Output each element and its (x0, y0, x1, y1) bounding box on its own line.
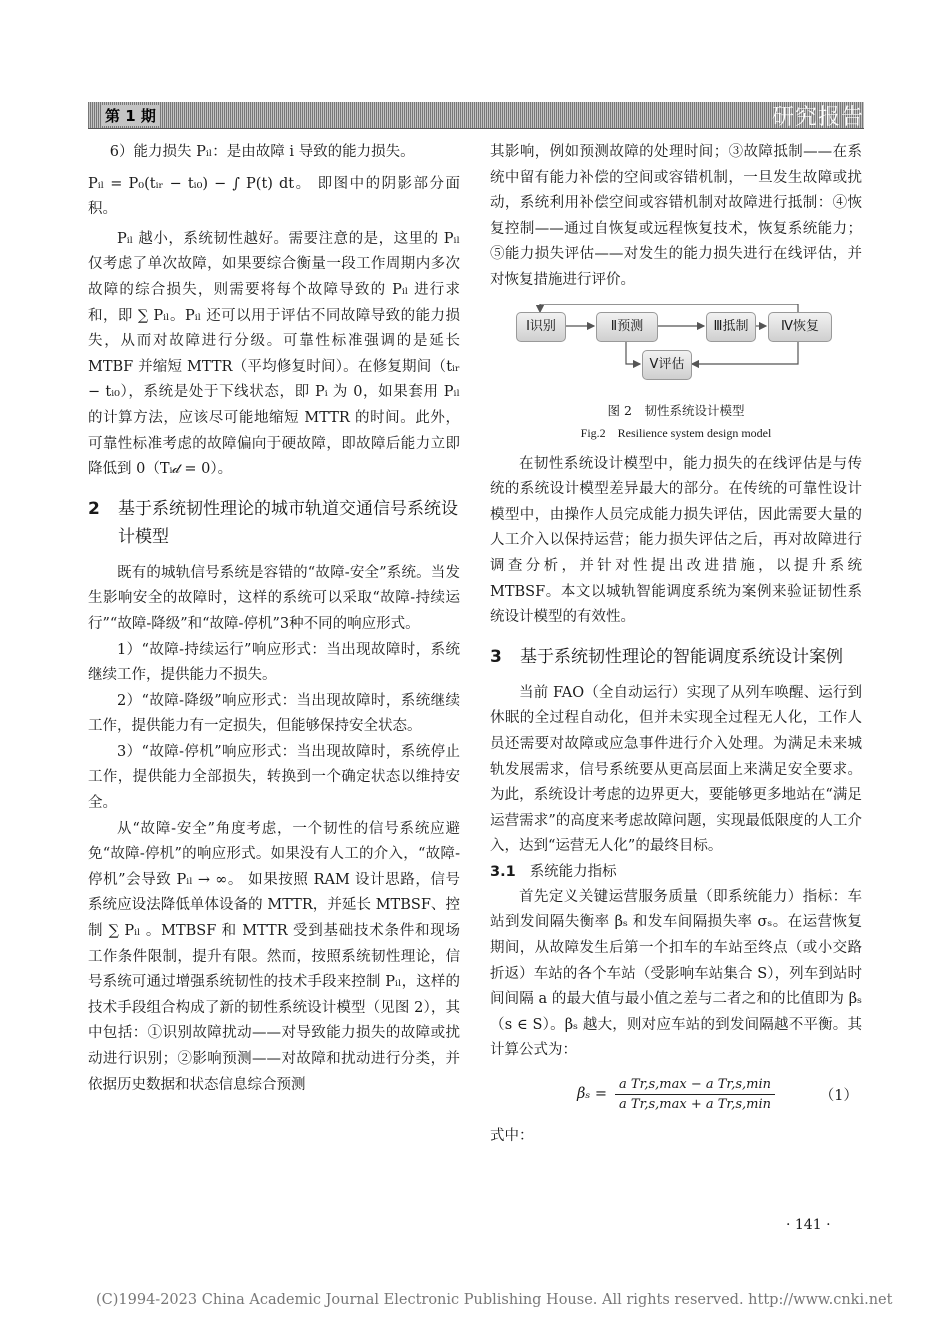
list-item: 2）“故障-降级”响应形式：当出现故障时，系统继续工作，提供能力有一定损失，但能够保持安全状态。 (88, 692, 460, 735)
paragraph: Pᵢₗ 越小，系统韧性越好。需要注意的是，这里的 Pᵢₗ 仅考虑了单次故障，如果要综合衡量一段工作周期内多次故障的综合损失，则需要将每个故障导致的 Pᵢₗ 进行求和，即 ∑ Pᵢₗ。Pᵢₗ 还可以用于评估不同故障导致的能力损失，从而对故障进行分级。可靠性标准强调的是延长 MTBF 并缩短 MTTR（平均修复时间）。在修复期间（tᵢᵣ − tᵢ₀），系统是处于下线状态，即 Pᵢ 为 0，如果套用 Pᵢₗ 的计算方法，应该尽可能地缩短 MTTR 的时间。此外，可靠性标准考虑的故障偏向于硬故障，即故障后能力立即降低到 0（Tᵢ𝒹 = 0）。 (88, 230, 460, 478)
running-header (88, 102, 864, 129)
section-heading (88, 495, 460, 551)
column-label: 研究报告 (771, 105, 864, 130)
subsection-number: 3.1 (490, 863, 516, 880)
subsection-title: 系统能力指标 (529, 863, 617, 880)
page-number: · 141 · (786, 1217, 831, 1233)
node-predict: Ⅱ预测 (596, 312, 658, 342)
formula-fraction (615, 1077, 775, 1112)
paragraph: 在韧性系统设计模型中，能力损失的在线评估是与传统的系统设计模型差异最大的部分。在传统的可靠性设计模型中，由操作人员完成能力损失评估，因此需要大量的人工介入以保持运营；能力损失评估之后，再对故障进行调查分析，并针对性提出改进措施，以提升系统 MTBSF。本文以城轨智能调度系统为案例来验证韧性系统设计模型的有效性。 (490, 455, 862, 626)
section-number: 2 (88, 498, 100, 519)
formula-numerator: a Tr,s,max − a Tr,s,min (615, 1077, 775, 1095)
paragraph: 从“故障-安全”角度考虑，一个韧性的信号系统应避免“故障-停机”的响应形式。如果没有人工的介入，“故障-停机”会导致 Pᵢₗ → ∞。 如果按照 RAM 设计思路，信号系统应设法降低单体设备的 MTTR，并延长 MTBSF、控制 ∑ Pᵢₗ 。MTBSF 和 MTTR 受到基础技术条件和现场工作条件限制，提升有限。然而，按照系统韧性理论，信号系统可通过增强系统韧性的技术手段来控制 Pᵢₗ，这样的技术手段组合构成了新的韧性系统设计模型（见图 2），其中包括：①识别故障扰动——对导致能力损失的故障或扰动进行识别；②影响预测——对故障和扰动进行分类，并依据历史数据和状态信息综合预测 (88, 820, 460, 1093)
node-identify: Ⅰ识别 (516, 312, 566, 342)
subsection-heading (490, 860, 862, 885)
node-evaluate: Ⅴ评估 (642, 350, 692, 380)
figure-caption-cn: 图 2 韧性系统设计模型 (607, 402, 745, 418)
list-item: 1）“故障-持续运行”响应形式：当出现故障时，系统继续工作，提供能力不损失。 (88, 641, 460, 684)
right-column (490, 140, 862, 1150)
equation-1 (490, 1064, 862, 1124)
formula-denominator: a Tr,s,max + a Tr,s,min (619, 1096, 771, 1112)
section-heading (490, 643, 862, 671)
issue-label: 第 1 期 (102, 105, 159, 126)
paragraph: 6）能力损失 Pᵢₗ：是由故障 i 导致的能力损失。 (109, 144, 415, 160)
paragraph: 首先定义关键运营服务质量（即系统能力）指标：车站到发间隔失衡率 βₛ 和发车间隔损失率 σₛ。在运营恢复期间，从故障发生后第一个扣车的车站至终点（或小交路折返）车站的各个车站（受影响车站集合 S），列车到站时间间隔 a 的最大值与最小值之差与二者之和的比值即为 βₛ（s ∈ S）。βₛ 越大，则对应车站的到发间隔越不平衡。其计算公式为： (490, 888, 862, 1059)
node-resist: Ⅲ抵制 (706, 312, 756, 342)
paragraph: 式中： (490, 1128, 534, 1145)
figure-caption-en: Fig.2 Resilience system design model (580, 425, 772, 440)
left-column (88, 140, 460, 1098)
section-number: 3 (490, 646, 502, 667)
section-title: 基于系统韧性理论的智能调度系统设计案例 (520, 646, 843, 667)
figure-resilience-model (490, 304, 862, 394)
formula-paragraph: Pᵢₗ = P₀(tᵢᵣ − tᵢ₀) − ∫ P(t) dt。 即图中的阴影部分面积。 (88, 175, 460, 218)
equation-number: （1） (819, 1087, 858, 1104)
paragraph: 其影响，例如预测故障的处理时间；③故障抵制——在系统中留有能力补偿的空间或容错机制，一旦发生故障或扰动，系统利用补偿空间或容错机制对故障进行抵制：④恢复控制——通过自恢复或远程恢复技术，恢复系统能力；⑤能力损失评估——对发生的能力损失进行在线评估，并对恢复措施进行评价。 (490, 144, 862, 288)
paragraph: 既有的城轨信号系统是容错的“故障-安全”系统。当发生影响安全的故障时，这样的系统可以采取“故障-持续运行”“故障-降级”和“故障-停机”3种不同的响应形式。 (88, 564, 460, 632)
paragraph: 当前 FAO（全自动运行）实现了从列车唤醒、运行到休眠的全过程自动化，但并未实现全过程无人化，工作人员还需要对故障或应急事件进行介入处理。为满足未来城轨发展需求，信号系统要从更高层面上来满足安全要求。为此，系统设计考虑的边界更大，要能够更多地站在“满足运营需求”的高度来考虑故障问题，实现最低限度的人工介入，达到“运营无人化”的最终目标。 (490, 684, 862, 855)
formula-lhs: βₛ = (576, 1086, 608, 1103)
list-item: 3）“故障-停机”响应形式：当出现故障时，系统停止工作，提供能力全部损失，转换到一个确定状态以维持安全。 (88, 743, 460, 812)
copyright-footer: (C)1994-2023 China Academic Journal Electronic Publishing House. All rights reserved. http://www.cnki.net (96, 1292, 893, 1308)
section-title: 基于系统韧性理论的城市轨道交通信号系统设计模型 (118, 498, 458, 547)
node-recover: Ⅳ恢复 (768, 312, 832, 342)
